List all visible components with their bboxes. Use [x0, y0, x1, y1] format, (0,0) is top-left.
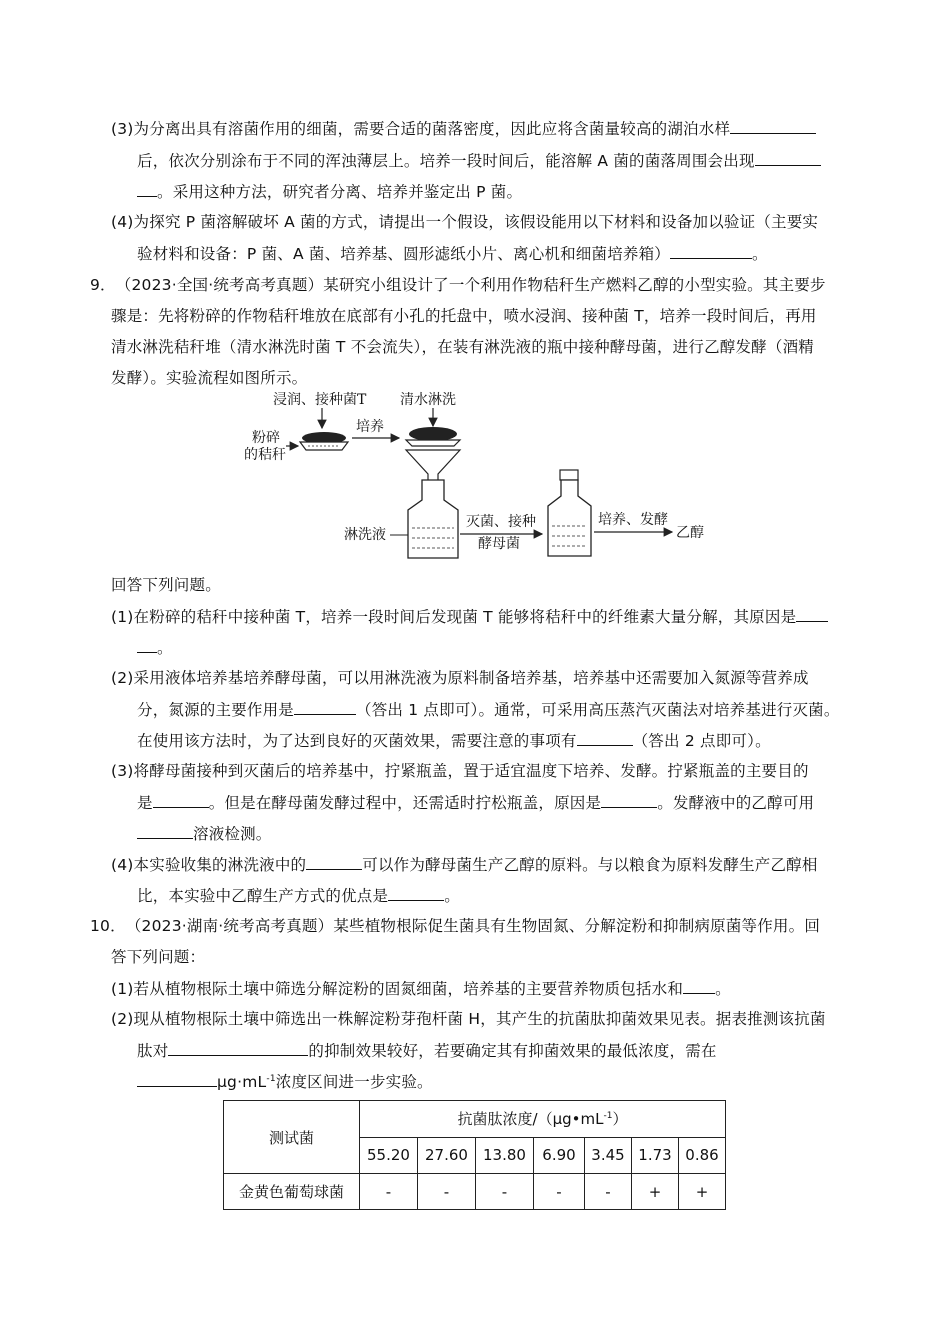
conc-cell: 13.80	[476, 1137, 534, 1174]
q8-part3-line2: 后，依次分别涂布于不同的浑浊薄层上。培养一段时间后，能溶解 A 菌的菌落周围会出现	[137, 150, 821, 171]
question-number: 9．	[90, 276, 116, 294]
q8-part3-line3: 。采用这种方法，研究者分离、培养并鉴定出 P 菌。	[137, 181, 522, 202]
answer-blank[interactable]	[306, 854, 362, 870]
flow-diagram-graphic	[236, 388, 716, 566]
answer-blank[interactable]	[137, 637, 157, 653]
row-name-staphylococcus: 金黄色葡萄球菌	[224, 1174, 360, 1210]
q8-part3-line1: (3)为分离出具有溶菌作用的细菌，需要合适的菌落密度，因此应将含菌量较高的湖泊水样	[111, 118, 816, 139]
conc-cell: 0.86	[679, 1137, 726, 1174]
answer-blank[interactable]	[388, 885, 444, 901]
antimicrobial-peptide-table	[223, 1100, 726, 1210]
answer-blank[interactable]	[730, 118, 816, 134]
label-sterilize-1: 灭菌、接种	[466, 514, 536, 530]
answer-blank[interactable]	[577, 730, 633, 746]
result-cell: -	[476, 1174, 534, 1210]
experiment-flow-diagram	[236, 388, 716, 566]
q10-part1: (1)若从植物根际土壤中筛选分解淀粉的固氮细菌，培养基的主要营养物质包括水和 。	[111, 980, 731, 998]
eluate-bottle	[408, 480, 458, 558]
answer-blank[interactable]	[601, 792, 657, 808]
label-inoculate: 浸润、接种菌T	[273, 392, 367, 408]
q9-part4-line2: 比，本实验中乙醇生产方式的优点是 。	[137, 887, 460, 905]
label-rinse: 清水淋洗	[400, 392, 456, 408]
answer-blank[interactable]	[137, 181, 157, 197]
q9-part1-line1: (1)在粉碎的秸秆中接种菌 T，培养一段时间后发现菌 T 能够将秸秆中的纤维素大量分解，其原因是	[111, 606, 828, 627]
label-eluate: 淋洗液	[344, 527, 386, 543]
question-number: 10．	[90, 917, 126, 935]
header-concentration: 抗菌肽浓度$/(\mu g•mL^{-1})$	[360, 1101, 726, 1138]
q9-part2-line1: (2)采用液体培养基培养酵母菌，可以用淋洗液为原料制备培养基，培养基中还需要加入氮源等营养成	[111, 669, 809, 687]
q10-part2-line2: 肽对 的抑制效果较好，若要确定其有抑菌效果的最低浓度，需在	[137, 1042, 717, 1060]
answer-blank[interactable]	[796, 606, 828, 622]
q9-part1-line2: 。	[137, 637, 173, 658]
table-row	[224, 1174, 726, 1210]
result-cell: +	[679, 1174, 726, 1210]
q10-line2: 答下列问题：	[111, 948, 206, 966]
result-cell: -	[534, 1174, 585, 1210]
header-test-bacteria: 测试菌	[224, 1101, 360, 1174]
tray-with-straw	[300, 432, 348, 450]
conc-cell: 3.45	[585, 1137, 632, 1174]
q9-part3-line1: (3)将酵母菌接种到灭菌后的培养基中，拧紧瓶盖，置于适宜温度下培养、发酵。拧紧瓶盖的主要目的	[111, 762, 809, 780]
label-crushed-1: 粉碎	[252, 430, 280, 446]
fermentation-bottle	[548, 470, 591, 556]
result-cell: +	[632, 1174, 679, 1210]
result-cell: -	[418, 1174, 476, 1210]
conc-cell: 1.73	[632, 1137, 679, 1174]
q9-line3: 清水淋洗秸秆堆（清水淋洗时菌 T 不会流失），在装有淋洗液的瓶中接种酵母菌，进行乙醇发酵（酒精	[111, 338, 814, 356]
q9-line1: 9．（2023·全国·统考高考真题）某研究小组设计了一个利用作物秸秆生产燃料乙醇的小型实验。其主要步	[90, 276, 826, 294]
q9-part3-line2: 是 。但是在酵母菌发酵过程中，还需适时拧松瓶盖，原因是 。发酵液中的乙醇可用	[137, 794, 815, 812]
q9-part2-line3: 在使用该方法时，为了达到良好的灭菌效果，需要注意的事项有 （答出 2 点即可）。	[137, 732, 771, 750]
label-culture: 培养	[356, 419, 384, 435]
answer-blank[interactable]	[683, 978, 715, 994]
result-cell: -	[585, 1174, 632, 1210]
label-sterilize-2: 酵母菌	[478, 536, 520, 552]
conc-cell: 27.60	[418, 1137, 476, 1174]
q10-part2-line1: (2)现从植物根际土壤中筛选出一株解淀粉芽孢杆菌 H，其产生的抗菌肽抑菌效果见表。据表推测该抗菌	[111, 1010, 826, 1028]
table-header-row	[224, 1101, 726, 1138]
answer-blank[interactable]	[294, 699, 356, 715]
q8-part4-line2: 验材料和设备：P 菌、A 菌、培养基、圆形滤纸小片、离心机和细菌培养箱） 。	[137, 245, 768, 263]
conc-cell: 6.90	[534, 1137, 585, 1174]
answer-blank[interactable]	[137, 823, 193, 839]
q8-part4-line1: (4)为探究 P 菌溶解破坏 A 菌的方式，请提出一个假设，该假设能用以下材料和设备加以验证（主要实	[111, 213, 819, 231]
answer-blank[interactable]	[153, 792, 209, 808]
label-ethanol: 乙醇	[676, 525, 704, 541]
label-ferment: 培养、发酵	[598, 512, 668, 528]
answer-blank[interactable]	[168, 1040, 308, 1056]
q10-line1: 10．（2023·湖南·统考高考真题）某些植物根际促生菌具有生物固氮、分解淀粉和抑制病原菌等作用。回	[90, 917, 821, 935]
q9-part4-line1: (4)本实验收集的淋洗液中的 可以作为酵母菌生产乙醇的原料。与以粮食为原料发酵生产乙醇相	[111, 856, 818, 874]
q9-answer-prompt: 回答下列问题。	[111, 576, 221, 594]
conc-cell: 55.20	[360, 1137, 418, 1174]
q9-line4: 发酵）。实验流程如图所示。	[111, 369, 308, 387]
q9-line2: 骤是：先将粉碎的作物秸秆堆放在底部有小孔的托盘中，喷水浸润、接种菌 T，培养一段时间后，再用	[111, 307, 817, 325]
answer-blank[interactable]	[670, 243, 752, 259]
label-crushed-2: 的秸秆	[244, 447, 286, 463]
answer-blank[interactable]	[137, 1071, 217, 1087]
q9-part3-line3: 溶液检测。	[137, 823, 272, 844]
answer-blank[interactable]	[755, 150, 821, 166]
q9-part2-line2: 分，氮源的主要作用是 （答出 1 点即可）。通常，可采用高压蒸汽灭菌法对培养基进行灭菌。	[137, 701, 840, 719]
q10-part2-line3: $\mu g\cdot mL^{-1}$浓度区间进一步实验。	[137, 1071, 433, 1092]
result-cell: -	[360, 1174, 418, 1210]
